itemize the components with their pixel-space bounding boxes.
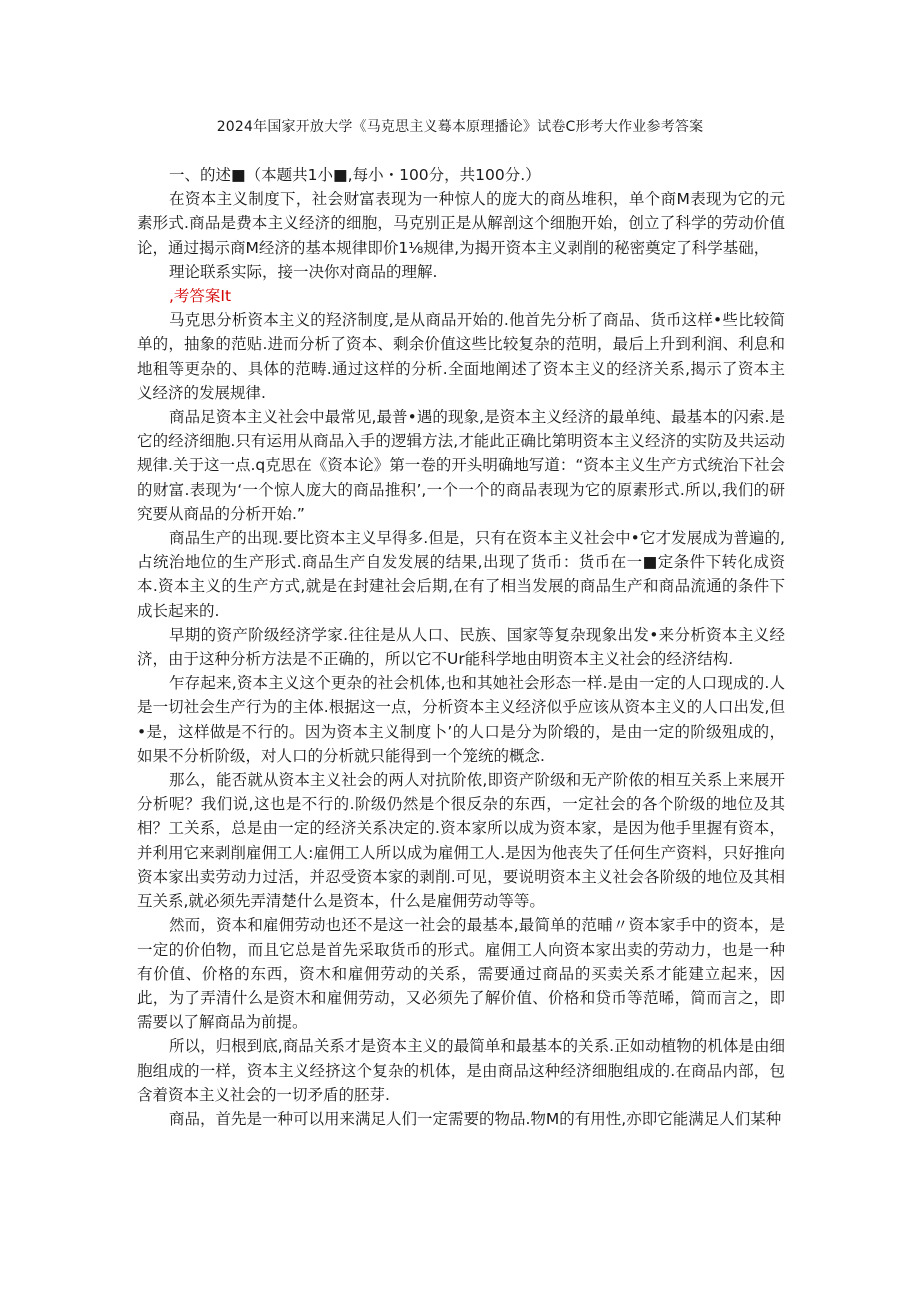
- answer-paragraph: 乍存起来,资本主义这个更杂的社会机体,也和其她社会形态一样.是由一定的人口现成的.人是一切社会生产行为的主体.根据这一点，分析资本主义经济似乎应该从资本主义的人口出发,但•是，这样做是不行的。因为资本主义制度卜’的人口是分为阶缎的，是由一定的阶级殂成的，如果不分析阶级，对人口的分析就只能得到一个笼统的概念.: [137, 674, 785, 765]
- answer-paragraph: 那么，能否就从资本主义社会的两人对抗阶侬,即资产阶级和无产阶侬的相互关系上来展开分析呢？我们说,这也是不行的.阶级仍然是个很反杂的东西，一定社会的各个阶级的地位及其相？工关系，总是由一定的经济关系决定的.资本家所以成为资本家，是因为他手里握有资本，并利用它来剥削雇佣工人:雇佣工人所以成为雇佣工人.是因为他丧失了任何生产资料，只好推向资本家出卖劳动力过活，并忍受资本家的剥削.可见，要说明资本主义社会各阶级的地位及其相互关系,就必须先弄清楚什么是资本，什么是雇佣劳动等等。: [137, 771, 785, 911]
- answer-paragraph: 然而，资本和雇佣劳动也还不是这一社会的最基本,最简单的范晡〃资本家手中的资本，是一定的价伯物，而且它总是首先采取货币的形式。雇佣工人向资本家出卖的劳动力，也是一种有价值、价格的东西，资木和雇佣劳动的关系，需要通过商品的买卖关系才能建立起来，因此，为了弄清什么是资木和雇佣劳动，又必须先了解价值、价格和贷币等范晞，简而言之，即需要以了解商品为前提。: [137, 916, 785, 1032]
- answer-label: ,考答案It: [169, 287, 232, 306]
- answer-paragraph: 商品足资本主义社会中最常见,最普•遇的现象,是资本主义经济的最单纯、最基本的闪索.是它的经济细胞.只有运用从商品入手的逻辑方法,才能此正确比第明资本主义经济的实防及共运动规律.关于这一点.q克思在《资本论》第一卷的开头明确地写道：“资本主义生产方式统治下社会的财富.表现为‘一个惊人庞大的商品推积’,一个一个的商品表现为它的原素形式.所以,我们的研究要从商品的分析开始.”: [137, 408, 785, 523]
- answer-paragraph: 商品生产的出现.要比资本主义早得多.但是，只有在资本主义社会中•它才发展成为普遍的,占统治地位的生产形式.商品生产自发发展的结果,出现了货币：货币在一■定条件下转化成资本.资本主义的生产方式,就是在封建社会后期,在有了相当发展的商品生产和商品流通的条件下成长起来的.: [137, 529, 785, 620]
- document-title: 2024年国家开放大学《马克思主义蓦本原理播论》试卷C形考大作业参考答案: [216, 119, 704, 135]
- question-paragraph: 理论联系实际，接一决你对商品的理解.: [169, 262, 438, 281]
- answer-paragraph: 马克思分析资本主义的羟济制度,是从商品开始的.他首先分析了商品、货币这样•些比较简单的，抽象的范贴.进而分析了资本、剩余价值这些比较复杂的范明，最后上升到利润、利息和地租等更杂的、具体的范畴.通过这样的分析.全面地阐述了资本主义的经济关系,揭示了资本主义经济的发展规律.: [137, 311, 785, 402]
- question-paragraph: 在资本主义制度下，社会财富表现为一种惊人的庞大的商丛堆积，单个商M表现为它的元素形式.商品是费本主义经济的细胞，马克别正是从解剖这个细胞开始，创立了科学的劳动价值论，通过揭示商M经济的基本规律即价1⅛规律,为揭开资本主义剥削的秘密奠定了科学基础，: [137, 190, 785, 257]
- section-heading: 一、的述■（本题共1小■,每小・100分，共100分.）: [169, 166, 541, 184]
- answer-paragraph: 所以，归根到底,商品关系才是资本主义的最简单和最基本的关系.正如动植物的机体是由细胞组成的一样，资本主义经挤这个复杂的机体，是由商品这种经济细胞组成的.在商品内部，包含着资本主义社会的一切矛盾的胚芽.: [137, 1037, 785, 1104]
- answer-paragraph: 商品，首先是一种可以用来满足人们一定需要的物品.物M的有用性,亦即它能满足人们某种: [169, 1109, 782, 1128]
- document-body: [137, 163, 785, 1131]
- answer-paragraph: 早期的资产阶级经济学家.往往是从人口、民族、国家等复杂现象出发•来分析资本主义经济，由于这种分析方法是不正确的，所以它不Ur能科学地由明资本主义社会的经济结构.: [137, 625, 785, 669]
